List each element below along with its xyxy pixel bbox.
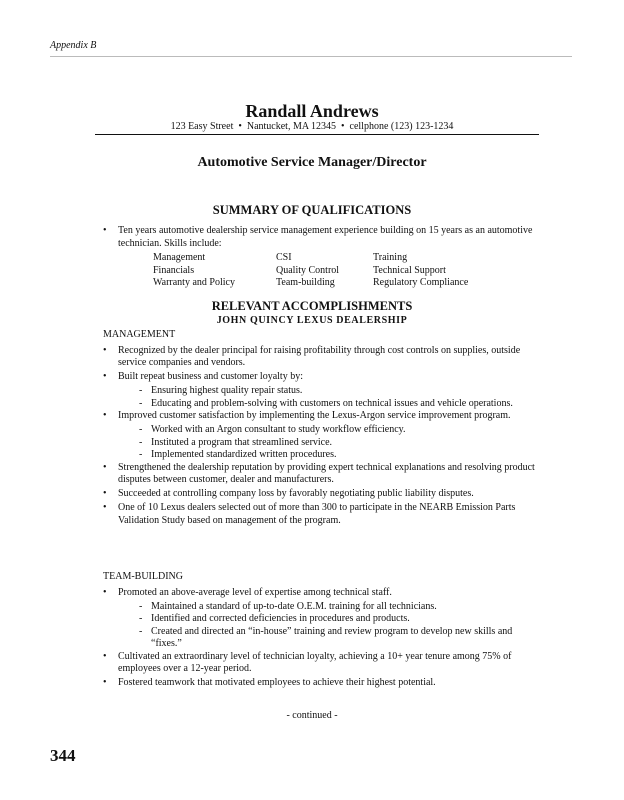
sub-item: - Identified and corrected deficiencies in procedures and products.: [139, 613, 535, 626]
skill-item: Training: [373, 252, 408, 263]
accomplishment-bullet: • Built repeat business and customer loyalty by:: [103, 371, 535, 384]
employer-name: JOHN QUINCY LEXUS DEALERSHIP: [216, 315, 408, 326]
summary-section: [103, 225, 533, 290]
accomplishment-bullet: • Cultivated an extraordinary level of technician loyalty, achieving a 10+ year tenure among 75% of employees over a 12-year period.: [103, 651, 535, 676]
sub-item: - Educating and problem-solving with customers on technical issues and vehicle operations.: [139, 398, 535, 411]
team-building-section: [103, 571, 535, 691]
skill-item: Regulatory Compliance: [373, 277, 469, 288]
summary-bullet: • Ten years automotive dealership service management experience building on 15 years as an automotive technician. Skills include:: [103, 225, 533, 250]
management-section: [103, 329, 535, 529]
appendix-label: Appendix B: [50, 40, 97, 51]
accomplishment-bullet: • Succeeded at controlling company loss by favorably negotiating public liability disputes.: [103, 488, 535, 501]
contact-street: 123 Easy Street: [170, 121, 234, 132]
sub-item: - Created and directed an “in-house” training and review program to develop new skills and “fixes.”: [139, 626, 535, 651]
contact-divider: [95, 134, 539, 135]
continued-label: - continued -: [286, 710, 338, 721]
job-title: Automotive Service Manager/Director: [197, 155, 427, 170]
accomplishment-bullet: • Strengthened the dealership reputation by providing expert technical explanations and resolving product disputes between customer, dealer and manufacturers.: [103, 462, 535, 487]
sub-item: - Ensuring highest quality repair status.: [139, 385, 535, 398]
sub-item: - Worked with an Argon consultant to study workflow efficiency.: [139, 424, 535, 437]
sub-item: - Instituted a program that streamlined service.: [139, 437, 535, 450]
header-divider: [50, 56, 572, 57]
section-label: MANAGEMENT: [103, 329, 176, 340]
section-label: TEAM-BUILDING: [103, 571, 183, 582]
skills-grid: [153, 252, 533, 290]
page-number: 344: [50, 746, 76, 765]
skill-item: Technical Support: [373, 264, 446, 276]
skill-item: Team-building: [276, 277, 335, 288]
contact-separator: •: [341, 121, 345, 132]
skill-item: Management: [153, 252, 206, 263]
skill-item: Quality Control: [276, 264, 340, 276]
sub-item: - Implemented standardized written procedures.: [139, 449, 535, 462]
summary-heading: SUMMARY OF QUALIFICATIONS: [212, 203, 412, 217]
sub-item: - Maintained a standard of up-to-date O.E.M. training for all technicians.: [139, 601, 535, 614]
accomplishment-bullet: • One of 10 Lexus dealers selected out of more than 300 to participate in the NEARB Emission Parts Validation Study based on management of the program.: [103, 502, 535, 527]
accomplishment-bullet: • Improved customer satisfaction by implementing the Lexus-Argon service improvement program.: [103, 410, 535, 423]
resume-name: Randall Andrews: [245, 101, 379, 121]
accomplishment-bullet: • Promoted an above-average level of expertise among technical staff.: [103, 587, 535, 600]
skill-item: Warranty and Policy: [153, 277, 235, 288]
contact-separator: •: [238, 121, 242, 132]
contact-line: [0, 121, 624, 132]
contact-city: Nantucket, MA 12345: [246, 121, 337, 132]
accomplishment-bullet: • Recognized by the dealer principal for raising profitability through cost controls on supplies, outside service companies and vendors.: [103, 345, 535, 370]
accomplishments-heading: RELEVANT ACCOMPLISHMENTS: [211, 299, 413, 313]
skill-item: Financials: [153, 264, 195, 276]
accomplishment-bullet: • Fostered teamwork that motivated employees to achieve their highest potential.: [103, 677, 535, 690]
contact-phone: cellphone (123) 123-1234: [349, 121, 454, 132]
skill-item: CSI: [276, 252, 292, 263]
